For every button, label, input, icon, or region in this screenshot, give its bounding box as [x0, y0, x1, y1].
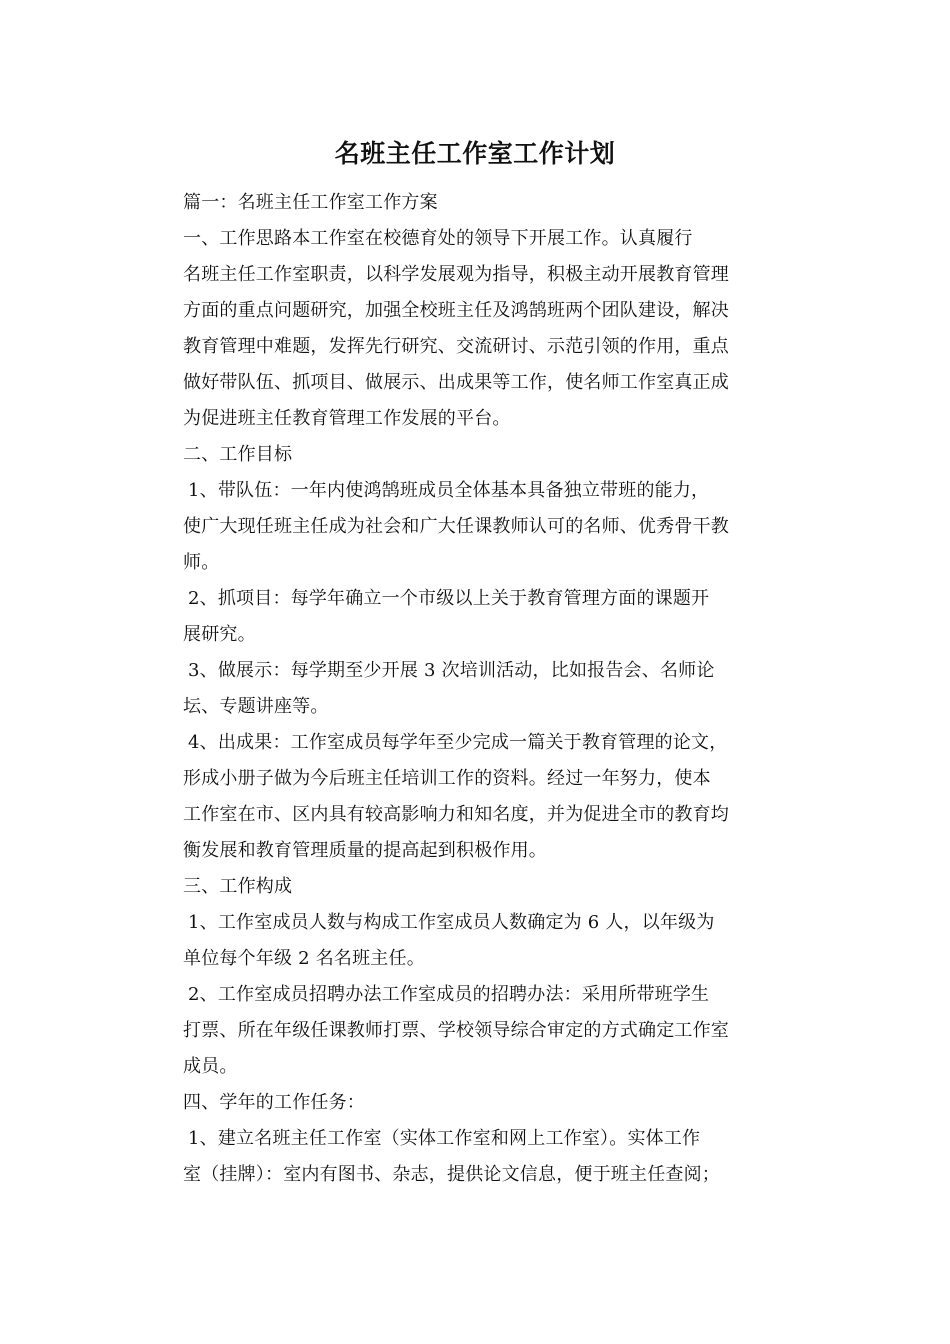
text-line: 1、带队伍：一年内使鸿鹄班成员全体基本具备独立带班的能力，: [188, 480, 710, 501]
text-line: 师。: [183, 552, 220, 573]
text-line: 四、学年的工作任务：: [183, 1092, 365, 1113]
text-line: 2、工作室成员招聘办法工作室成员的招聘办法：采用所带班学生: [188, 984, 710, 1005]
text-line: 名班主任工作室职责，以科学发展观为指导，积极主动开展教育管理: [183, 264, 729, 285]
text-line: 衡发展和教育管理质量的提高起到积极作用。: [183, 840, 547, 861]
text-line: 为促进班主任教育管理工作发展的平台。: [183, 408, 511, 429]
text-line: 2、抓项目：每学年确立一个市级以上关于教育管理方面的课题开: [188, 588, 710, 609]
text-line: 做好带队伍、抓项目、做展示、出成果等工作，使名师工作室真正成: [183, 372, 729, 393]
text-line: 形成小册子做为今后班主任培训工作的资料。经过一年努力，使本: [183, 768, 711, 789]
text-line: 3、做展示：每学期至少开展 3 次培训活动，比如报告会、名师论: [188, 660, 715, 681]
text-line: 坛、专题讲座等。: [183, 696, 329, 717]
text-line: 方面的重点问题研究，加强全校班主任及鸿鹄班两个团队建设，解决: [183, 300, 729, 321]
text-line: 展研究。: [183, 624, 256, 645]
text-line: 二、工作目标: [183, 444, 293, 465]
text-line: 教育管理中难题，发挥先行研究、交流研讨、示范引领的作用，重点: [183, 336, 729, 357]
text-line: 使广大现任班主任成为社会和广大任课教师认可的名师、优秀骨干教: [183, 516, 729, 537]
text-line: 室（挂牌）：室内有图书、杂志，提供论文信息，便于班主任查阅；: [183, 1164, 720, 1185]
text-line: 工作室在市、区内具有较高影响力和知名度，并为促进全市的教育均: [183, 804, 729, 825]
text-line: 4、出成果：工作室成员每学年至少完成一篇关于教育管理的论文，: [188, 732, 728, 753]
text-line: 1、工作室成员人数与构成工作室成员人数确定为 6 人，以年级为: [188, 912, 715, 933]
text-line: 1、建立名班主任工作室（实体工作室和网上工作室）。实体工作: [188, 1128, 701, 1149]
document-title: 名班主任工作室工作计划: [334, 139, 616, 168]
text-line: 打票、所在年级任课教师打票、学校领导综合审定的方式确定工作室: [183, 1020, 729, 1041]
text-line: 篇一：名班主任工作室工作方案: [183, 192, 438, 213]
text-line: 一、工作思路本工作室在校德育处的领导下开展工作。认真履行: [183, 228, 693, 249]
text-line: 单位每个年级 2 名名班主任。: [183, 948, 425, 969]
text-line: 成员。: [183, 1056, 238, 1077]
text-line: 三、工作构成: [183, 876, 293, 897]
